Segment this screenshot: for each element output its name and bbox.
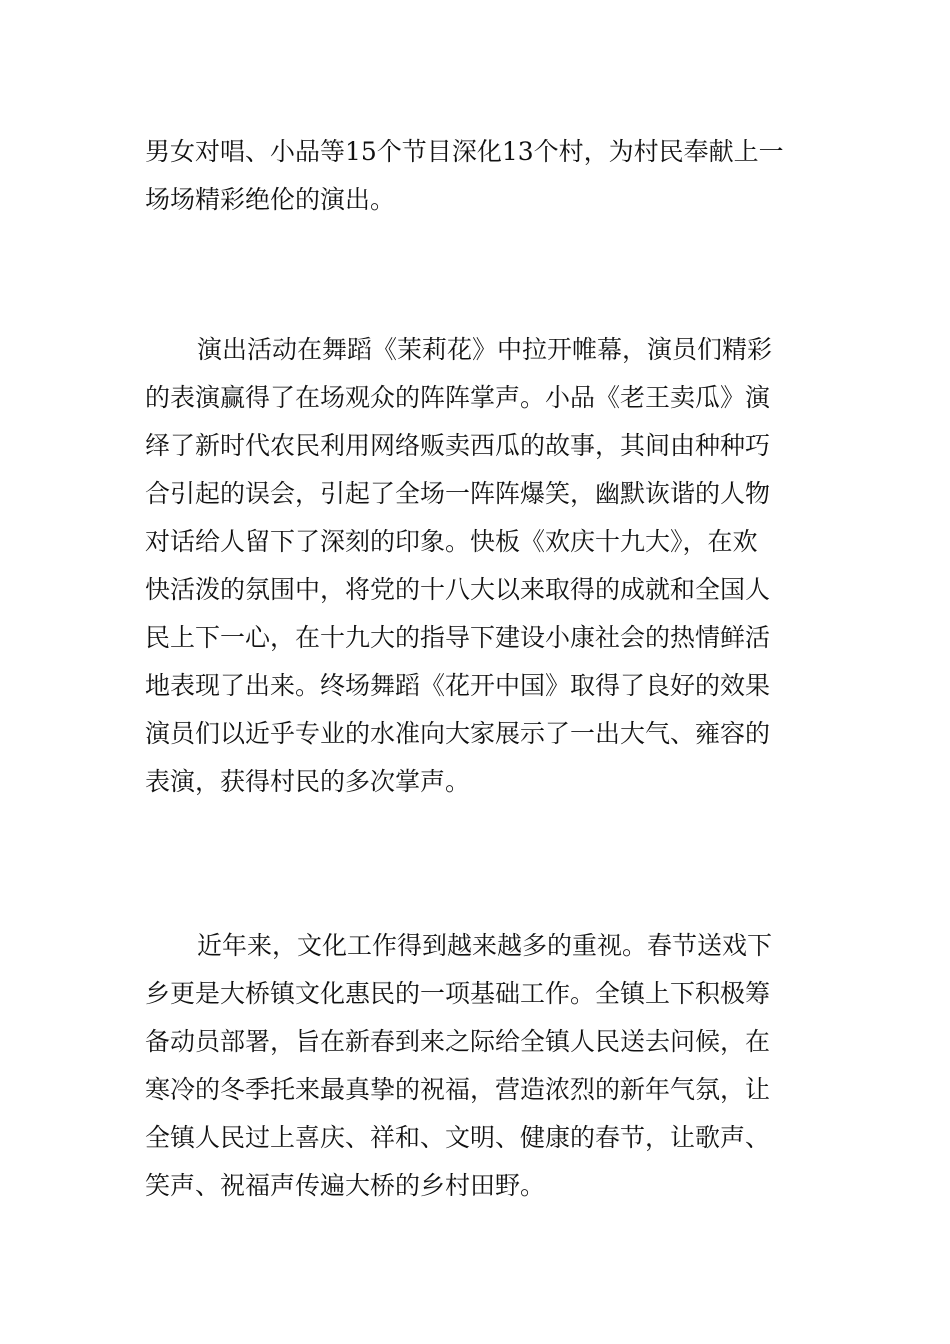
text-line: 演出活动在舞蹈《茉莉花》中拉开帷幕，演员们精彩: [197, 335, 773, 364]
paragraph-cultural-work: [145, 922, 772, 1210]
text-line: 的表演赢得了在场观众的阵阵掌声。小品《老王卖瓜》演: [145, 383, 771, 412]
paragraph-performance-details: [145, 326, 772, 806]
text-line: 备动员部署，旨在新春到来之际给全镇人民送去问候，在: [145, 1027, 771, 1056]
text-line: 演员们以近乎专业的水准向大家展示了一出大气、雍容的: [145, 719, 771, 748]
text-line: 男女对唱、小品等15个节目深化13个村，为村民奉献上一: [145, 137, 784, 166]
text-line: 乡更是大桥镇文化惠民的一项基础工作。全镇上下积极筹: [145, 979, 771, 1008]
text-line: 地表现了出来。终场舞蹈《花开中国》取得了良好的效果: [145, 671, 771, 700]
text-line: 对话给人留下了深刻的印象。快板《欢庆十九大》，在欢: [145, 527, 758, 556]
text-line: 寒冷的冬季托来最真挚的祝福，营造浓烈的新年气氛，让: [145, 1075, 771, 1104]
text-line: 快活泼的氛围中，将党的十八大以来取得的成就和全国人: [145, 575, 771, 604]
text-line: 绎了新时代农民利用网络贩卖西瓜的故事，其间由种种巧: [145, 431, 771, 460]
text-line: 全镇人民过上喜庆、祥和、文明、健康的春节，让歌声、: [145, 1123, 771, 1152]
text-line: 表演，获得村民的多次掌声。: [145, 767, 471, 796]
text-line: 合引起的误会，引起了全场一阵阵爆笑，幽默诙谐的人物: [145, 479, 771, 508]
text-line: 近年来，文化工作得到越来越多的重视。春节送戏下: [197, 931, 773, 960]
text-line: 场场精彩绝伦的演出。: [145, 185, 396, 214]
paragraph-performance-intro: [145, 128, 784, 224]
text-line: 民上下一心，在十九大的指导下建设小康社会的热情鲜活: [145, 623, 771, 652]
text-line: 笑声、祝福声传遍大桥的乡村田野。: [145, 1171, 546, 1200]
